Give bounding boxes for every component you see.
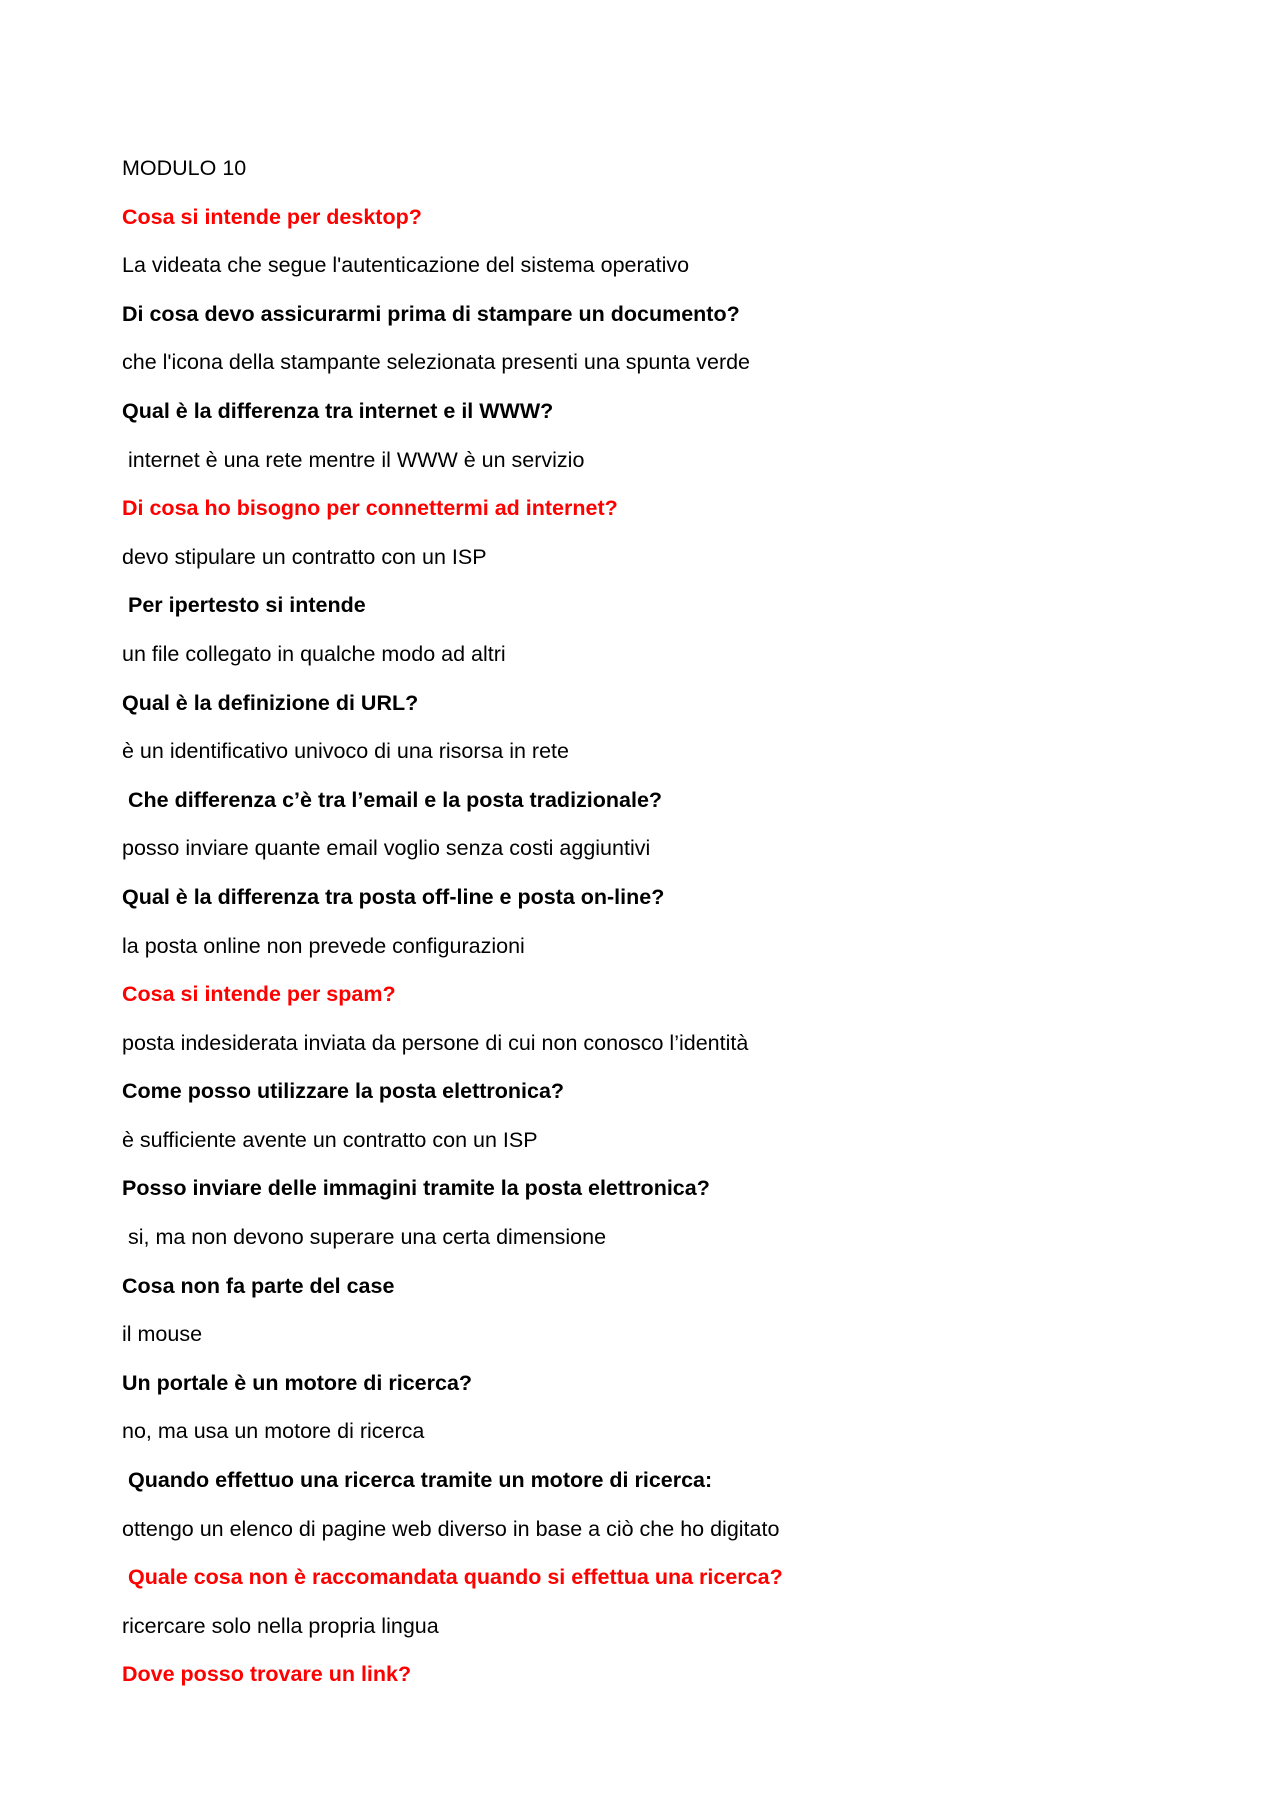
document-content xyxy=(122,155,1162,1710)
question-13: Un portale è un motore di ricerca? xyxy=(122,1370,473,1395)
answer-1: La videata che segue l'autenticazione del sistema operativo xyxy=(122,253,690,278)
answer-12: il mouse xyxy=(122,1322,203,1347)
answer-3: internet è una rete mentre il WWW è un servizio xyxy=(122,447,585,472)
answer-9: posta indesiderata inviata da persone di cui non conosco l’identità xyxy=(122,1030,749,1055)
question-1: Cosa si intende per desktop? xyxy=(122,204,422,229)
question-4: Di cosa ho bisogno per connettermi ad internet? xyxy=(122,496,618,521)
question-7: Che differenza c’è tra l’email e la posta tradizionale? xyxy=(122,787,663,812)
question-16: Dove posso trovare un link? xyxy=(122,1662,412,1687)
answer-15: ricercare solo nella propria lingua xyxy=(122,1613,439,1638)
question-12: Cosa non fa parte del case xyxy=(122,1273,395,1298)
question-3: Qual è la differenza tra internet e il WWW? xyxy=(122,398,554,423)
answer-4: devo stipulare un contratto con un ISP xyxy=(122,544,487,569)
answer-14: ottengo un elenco di pagine web diverso in base a ciò che ho digitato xyxy=(122,1516,780,1541)
question-2: Di cosa devo assicurarmi prima di stampare un documento? xyxy=(122,301,740,326)
answer-2: che l'icona della stampante selezionata presenti una spunta verde xyxy=(122,350,751,375)
question-15: Quale cosa non è raccomandata quando si effettua una ricerca? xyxy=(122,1565,783,1590)
answer-10: è sufficiente avente un contratto con un ISP xyxy=(122,1127,538,1152)
answer-11: si, ma non devono superare una certa dimensione xyxy=(122,1225,607,1250)
question-5: Per ipertesto si intende xyxy=(122,593,366,618)
question-11: Posso inviare delle immagini tramite la posta elettronica? xyxy=(122,1176,710,1201)
answer-13: no, ma usa un motore di ricerca xyxy=(122,1419,425,1444)
answer-6: è un identificativo univoco di una risorsa in rete xyxy=(122,739,569,764)
answer-7: posso inviare quante email voglio senza costi aggiuntivi xyxy=(122,836,651,861)
document-heading: MODULO 10 xyxy=(122,156,247,180)
question-10: Come posso utilizzare la posta elettronica? xyxy=(122,1079,565,1104)
question-9: Cosa si intende per spam? xyxy=(122,982,396,1007)
question-6: Qual è la definizione di URL? xyxy=(122,690,419,715)
question-14: Quando effettuo una ricerca tramite un motore di ricerca: xyxy=(122,1468,713,1493)
question-8: Qual è la differenza tra posta off-line e posta on-line? xyxy=(122,884,665,909)
answer-8: la posta online non prevede configurazioni xyxy=(122,933,525,958)
answer-5: un file collegato in qualche modo ad altri xyxy=(122,641,506,666)
